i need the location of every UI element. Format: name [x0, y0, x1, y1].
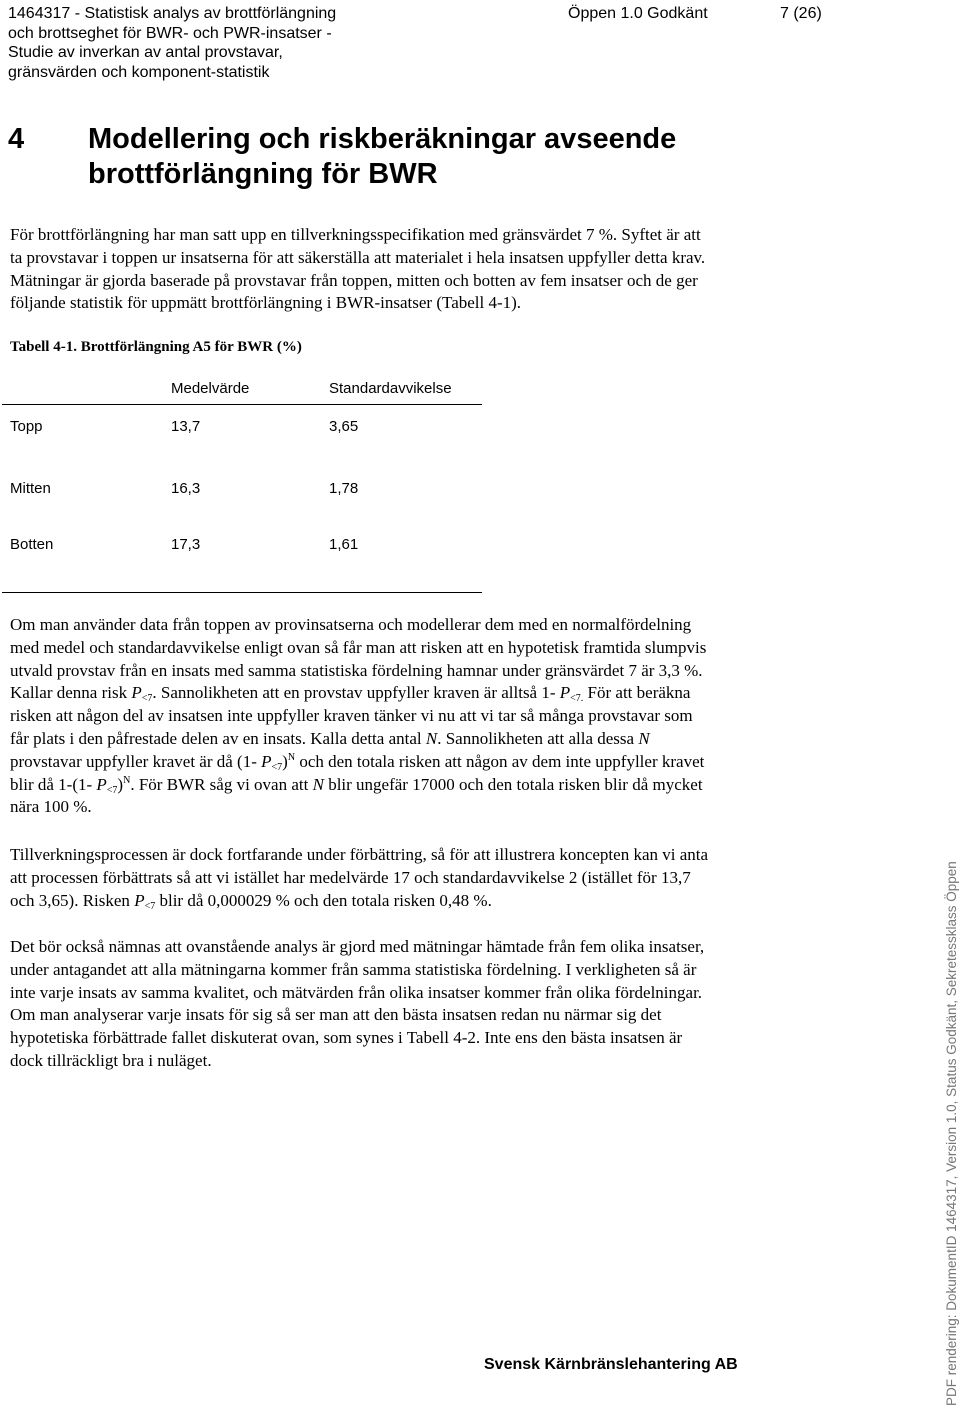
paragraph-line [10, 682, 830, 705]
paragraph-line: utvald provstav från en insats med samma statistiska fördelning hamnar under gränsvärdet 7 är 3,3 %. [10, 660, 703, 680]
text-run: . Sannolikheten att en provstav uppfyller kraven är alltså 1- [152, 683, 560, 703]
paragraph-line: hypotetiska förbättrade fallet diskuterat ovan, som synes i Tabell 4-2. Inte ens den bästa insatsen är [10, 1028, 683, 1048]
paragraph-line: att processen förbättrats så att vi istället har medelvärde 17 och standardavvikelse 2 (istället för 13,7 [10, 867, 691, 887]
table-cell-std: 1,61 [329, 536, 359, 553]
table-bottom-rule [2, 592, 482, 593]
paragraph-line: Tillverkningsprocessen är dock fortfarande under förbättring, så för att illustrera koncepten kan vi anta [10, 845, 709, 864]
symbol-n: N [312, 774, 324, 794]
text-run: blir då 1-(1- [10, 774, 97, 794]
paragraph-line: Om man analyserar varje insats för sig så ser man att den bästa insatsen redan nu närmar sig det [10, 1005, 662, 1025]
table-cell-mean: 13,7 [171, 418, 201, 435]
symbol-n: N [638, 728, 650, 748]
superscript: N [123, 774, 131, 786]
subscript: <7 [141, 693, 153, 705]
subscript: <7 [144, 900, 156, 912]
text-run: får plats i den påfrestade delen av en insats. Kalla detta antal [10, 728, 426, 748]
paragraph-line: nära 100 %. [10, 797, 92, 817]
text-run: ) [282, 751, 288, 771]
chapter-title-line: Modellering och riskberäkningar avseende [88, 123, 677, 155]
page-number: 7 (26) [780, 5, 822, 22]
symbol-n: N [425, 728, 438, 748]
page-footer: Svensk Kärnbränslehantering AB [484, 1356, 738, 1373]
table-cell-mean: 16,3 [171, 480, 201, 497]
symbol-p: P [134, 890, 145, 910]
header-line: 1464317 - Statistisk analys av brottförlängning [8, 5, 337, 22]
paragraph-line [10, 728, 830, 751]
subscript: <7 [106, 784, 118, 796]
table-cell-std: 3,65 [329, 418, 359, 435]
chapter-title [88, 122, 828, 192]
symbol-p: P [96, 774, 107, 794]
paragraph-line: inte varje insats av samma kvalitet, och mätvärden från olika insatser kommer från olika fördelningar. [10, 982, 703, 1002]
header-line: gränsvärden och komponent-statistik [8, 63, 270, 81]
text-run: och den totala risken att någon av dem inte uppfyller kravet [295, 751, 705, 771]
table-caption: Tabell 4-1. Brottförlängning A5 för BWR (%) [10, 339, 302, 355]
text-run: För att beräkna [583, 683, 691, 703]
text-run: Kallar denna risk [10, 683, 132, 703]
symbol-p: P [131, 683, 142, 703]
paragraph-line [10, 774, 830, 797]
table-row-label: Topp [10, 418, 43, 435]
paragraph-line: risken att någon del av insatsen inte uppfyller kraven tänker vi nu att vi tar så många provstavar som [10, 706, 693, 726]
intro-paragraph [10, 224, 840, 315]
paragraph-line: med medel och standardavvikelse enligt ovan så får man att risken att en hypotetisk framtida slumpvis [10, 637, 707, 657]
chapter-title-line: brottförlängning för BWR [88, 158, 438, 190]
paragraph-line [10, 751, 830, 774]
paragraph-line: följande statistik för uppmätt brottförlängning i BWR-insatser (Tabell 4-1). [10, 293, 522, 313]
text-run: blir ungefär 17000 och den totala risken blir då mycket [323, 774, 703, 794]
paragraph-line [10, 890, 830, 913]
paragraph-line: ta provstavar i toppen ur insatserna för att säkerställa att materialet i hela insatsen uppfyller detta krav. [10, 247, 706, 267]
header-line: Studie av inverkan av antal provstavar, [8, 44, 283, 61]
improvement-paragraph [10, 844, 830, 912]
text-run: . För BWR såg vi ovan att [130, 774, 313, 794]
text-run: blir då 0,000029 % och den totala risken 0,48 %. [155, 890, 492, 910]
table-row-label: Mitten [10, 480, 51, 497]
symbol-p: P [261, 751, 272, 771]
subscript: <7. [570, 693, 584, 705]
pdf-rendering-note: PDF rendering: DokumentID 1464317, Version 1.0, Status Godkänt, Sekretessklass Öppen [944, 861, 959, 1406]
superscript: N [287, 751, 296, 763]
text-run: . Sannolikheten att alla dessa [437, 728, 639, 748]
table-cell-mean: 17,3 [171, 536, 201, 553]
subscript: <7 [271, 761, 283, 773]
paragraph-line: dock tillräckligt bra i nuläget. [10, 1050, 212, 1070]
document-status: Öppen 1.0 Godkänt [568, 5, 708, 22]
table-header-std: Standardavvikelse [329, 380, 452, 397]
paragraph-line: Mätningar är gjorda baserade på provstavar från toppen, mitten och botten av fem insatser och de ger [10, 270, 698, 290]
header-line: och brottseghet för BWR- och PWR-insatser - [8, 24, 332, 42]
note-paragraph [10, 936, 830, 1073]
document-header [8, 4, 336, 82]
table-row-label: Botten [10, 536, 54, 553]
text-run: ) [117, 774, 124, 794]
paragraph-line: Om man använder data från toppen av provinsatserna och modellerar dem med en normalfördelning [10, 615, 692, 634]
analysis-paragraph [10, 614, 830, 819]
text-run: provstavar uppfyller kravet är då (1- [10, 751, 262, 771]
text-run: och 3,65). Risken [10, 890, 135, 910]
paragraph-line: under antagandet att alla mätningarna kommer från samma statistiska fördelning. I verkligheten så är [10, 959, 697, 979]
table-header-mean: Medelvärde [171, 380, 250, 397]
paragraph-line: Det bör också nämnas att ovanstående analys är gjord med mätningar hämtade från fem olika insatser, [10, 937, 705, 956]
chapter-number: 4 [8, 123, 25, 155]
table-top-rule [2, 404, 482, 405]
table-cell-std: 1,78 [329, 480, 359, 497]
paragraph-line: För brottförlängning har man satt upp en tillverkningsspecifikation med gränsvärdet 7 %. Syftet är att [10, 225, 701, 244]
symbol-p: P [559, 683, 571, 703]
